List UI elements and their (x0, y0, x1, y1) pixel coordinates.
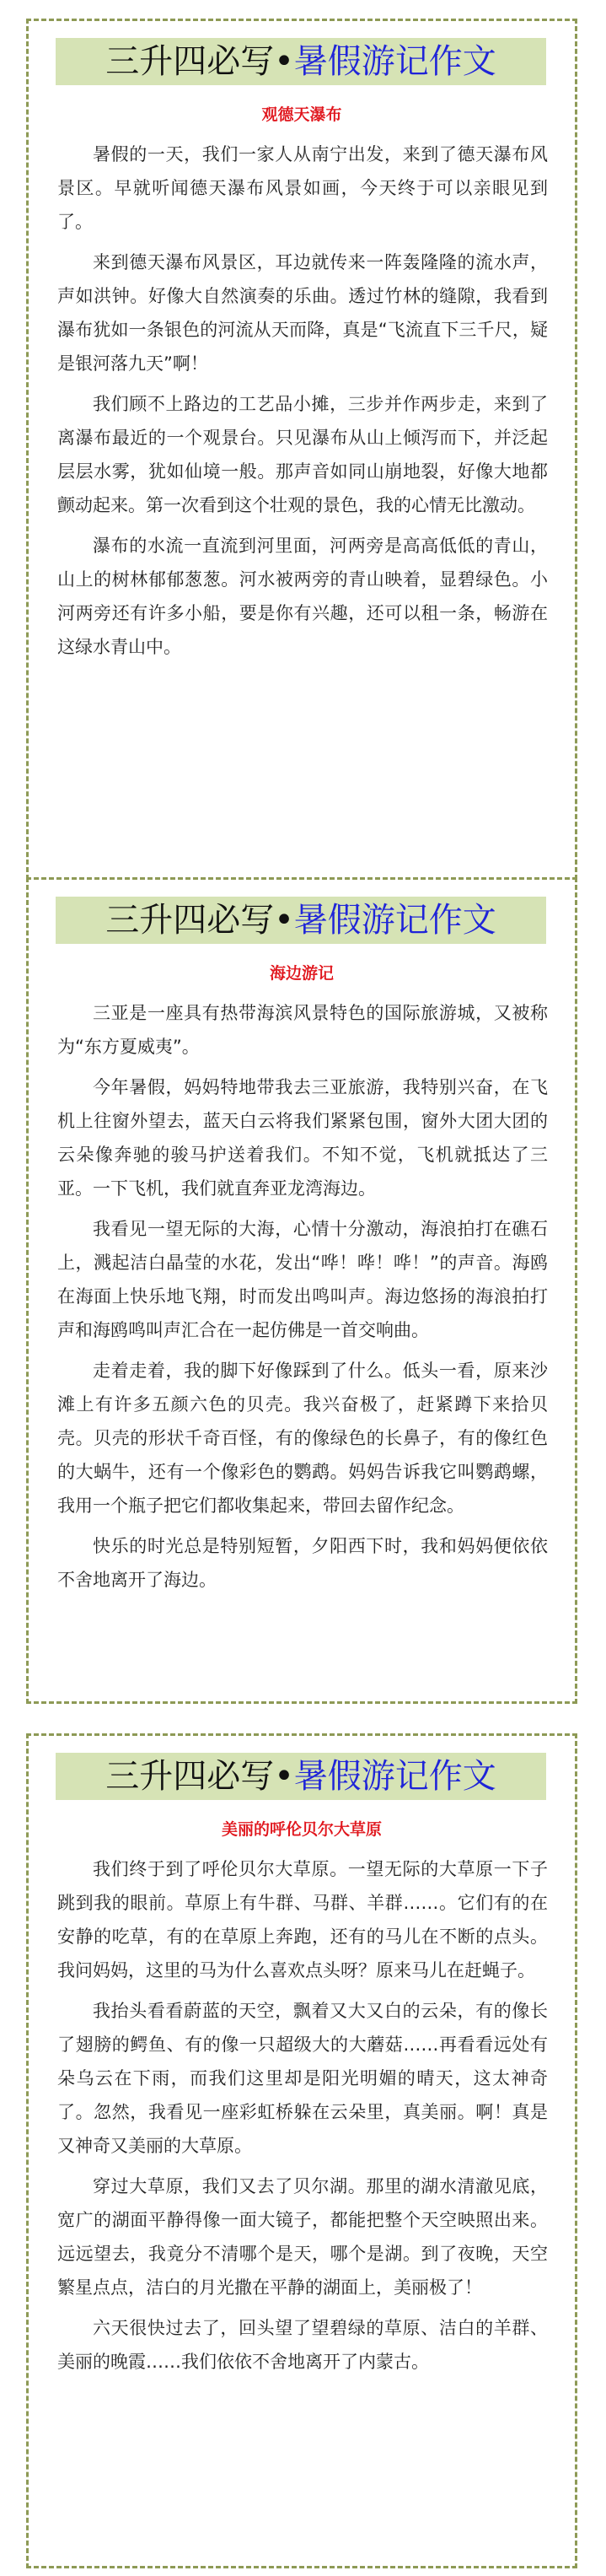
essay-title: 观德天瀑布 (261, 105, 342, 124)
essay-body (57, 1852, 548, 2385)
essay-paragraph: 六天很快过去了，回头望了望碧绿的草原、洁白的羊群、美丽的晚霞……我们依依不舍地离开了内蒙古。 (57, 2318, 548, 2372)
banner-topic-text: 暑假游记作文 (293, 1757, 496, 1796)
essay-paragraph: 我们终于到了呼伦贝尔大草原。一望无际的大草原一下子跳到我的眼前。草原上有牛群、马群、羊群……。它们有的在安静的吃草，有的在草原上奔跑，还有的马儿在不断的点头。我问妈妈，这里的马为什么喜欢点头呀？原来马儿在赶蝇子。 (57, 1859, 548, 1981)
essay-paragraph: 瀑布的水流一直流到河里面，河两旁是高高低低的青山，山上的树林郁郁葱葱。河水被两旁的青山映着，显碧绿色。小河两旁还有许多小船，要是你有兴趣，还可以租一条，畅游在这绿水青山中。 (57, 536, 548, 657)
banner-bullet: • (274, 901, 294, 940)
banner-bullet: • (274, 42, 294, 81)
banner-topic-text: 暑假游记作文 (293, 42, 496, 81)
essay-card-1 (26, 19, 577, 887)
essay-paragraph: 今年暑假，妈妈特地带我去三亚旅游，我特别兴奋，在飞机上往窗外望去，蓝天白云将我们紧紧包围，窗外大团大团的云朵像奔驰的骏马护送着我们。不知不觉，飞机就抵达了三亚。一下飞机，我们就直奔亚龙湾海边。 (57, 1077, 548, 1199)
section-banner (56, 38, 546, 85)
essay-body (57, 137, 548, 671)
essay-paragraph: 我抬头看看蔚蓝的天空，飘着又大又白的云朵，有的像长了翅膀的鳄鱼、有的像一只超级大的大蘑菇……再看看远处有朵乌云在下雨，而我们这里却是阳光明媚的晴天，这太神奇了。忽然，我看见一座彩虹桥躲在云朵里，真美丽。啊！真是又神奇又美丽的大草原。 (57, 2001, 548, 2156)
banner-bullet: • (274, 1757, 294, 1796)
essay-body (57, 996, 548, 1603)
banner-grade-text: 三升四必写 (105, 1757, 275, 1796)
essay-card-2 (26, 877, 577, 1704)
section-banner (56, 897, 546, 944)
banner-grade-text: 三升四必写 (105, 42, 275, 81)
essay-paragraph: 来到德天瀑布风景区，耳边就传来一阵轰隆隆的流水声，声如洪钟。好像大自然演奏的乐曲。透过竹林的缝隙，我看到瀑布犹如一条银色的河流从天而降，真是“飞流直下三千尺，疑是银河落九天”啊！ (57, 252, 548, 374)
banner-grade-text: 三升四必写 (105, 901, 275, 940)
essay-card-3 (26, 1733, 577, 2568)
banner-topic-text: 暑假游记作文 (293, 901, 496, 940)
essay-paragraph: 走着走着，我的脚下好像踩到了什么。低头一看，原来沙滩上有许多五颜六色的贝壳。我兴奋极了，赶紧蹲下来拾贝壳。贝壳的形状千奇百怪，有的像绿色的长鼻子，有的像红色的大蜗牛，还有一个像彩色的鹦鹉。妈妈告诉我它叫鹦鹉螺，我用一个瓶子把它们都收集起来，带回去留作纪念。 (57, 1361, 548, 1516)
essay-paragraph: 穿过大草原，我们又去了贝尔湖。那里的湖水清澈见底，宽广的湖面平静得像一面大镜子，都能把整个天空映照出来。远远望去，我竟分不清哪个是天，哪个是湖。到了夜晚，天空繁星点点，洁白的月光撒在平静的湖面上，美丽极了！ (57, 2176, 548, 2298)
essay-paragraph: 我们顾不上路边的工艺品小摊，三步并作两步走，来到了离瀑布最近的一个观景台。只见瀑布从山上倾泻而下，并泛起层层水雾，犹如仙境一般。那声音如同山崩地裂，好像大地都颤动起来。第一次看到这个壮观的景色，我的心情无比激动。 (57, 394, 548, 515)
essay-paragraph: 快乐的时光总是特别短暂，夕阳西下时，我和妈妈便依依不舍地离开了海边。 (57, 1536, 548, 1590)
section-banner (56, 1753, 546, 1800)
essay-title: 美丽的呼伦贝尔大草原 (221, 1820, 382, 1839)
essay-paragraph: 我看见一望无际的大海，心情十分激动，海浪拍打在礁石上，溅起洁白晶莹的水花，发出“哗！哗！哗！”的声音。海鸥在海面上快乐地飞翔，时而发出鸣叫声。海边悠扬的海浪拍打声和海鸥鸣叫声汇合在一起仿佛是一首交响曲。 (57, 1219, 548, 1340)
essay-paragraph: 三亚是一座具有热带海滨风景特色的国际旅游城，又被称为“东方夏威夷”。 (57, 1003, 548, 1057)
essay-paragraph: 暑假的一天，我们一家人从南宁出发，来到了德天瀑布风景区。早就听闻德天瀑布风景如画，今天终于可以亲眼见到了。 (57, 144, 548, 232)
essay-title: 海边游记 (269, 964, 334, 983)
